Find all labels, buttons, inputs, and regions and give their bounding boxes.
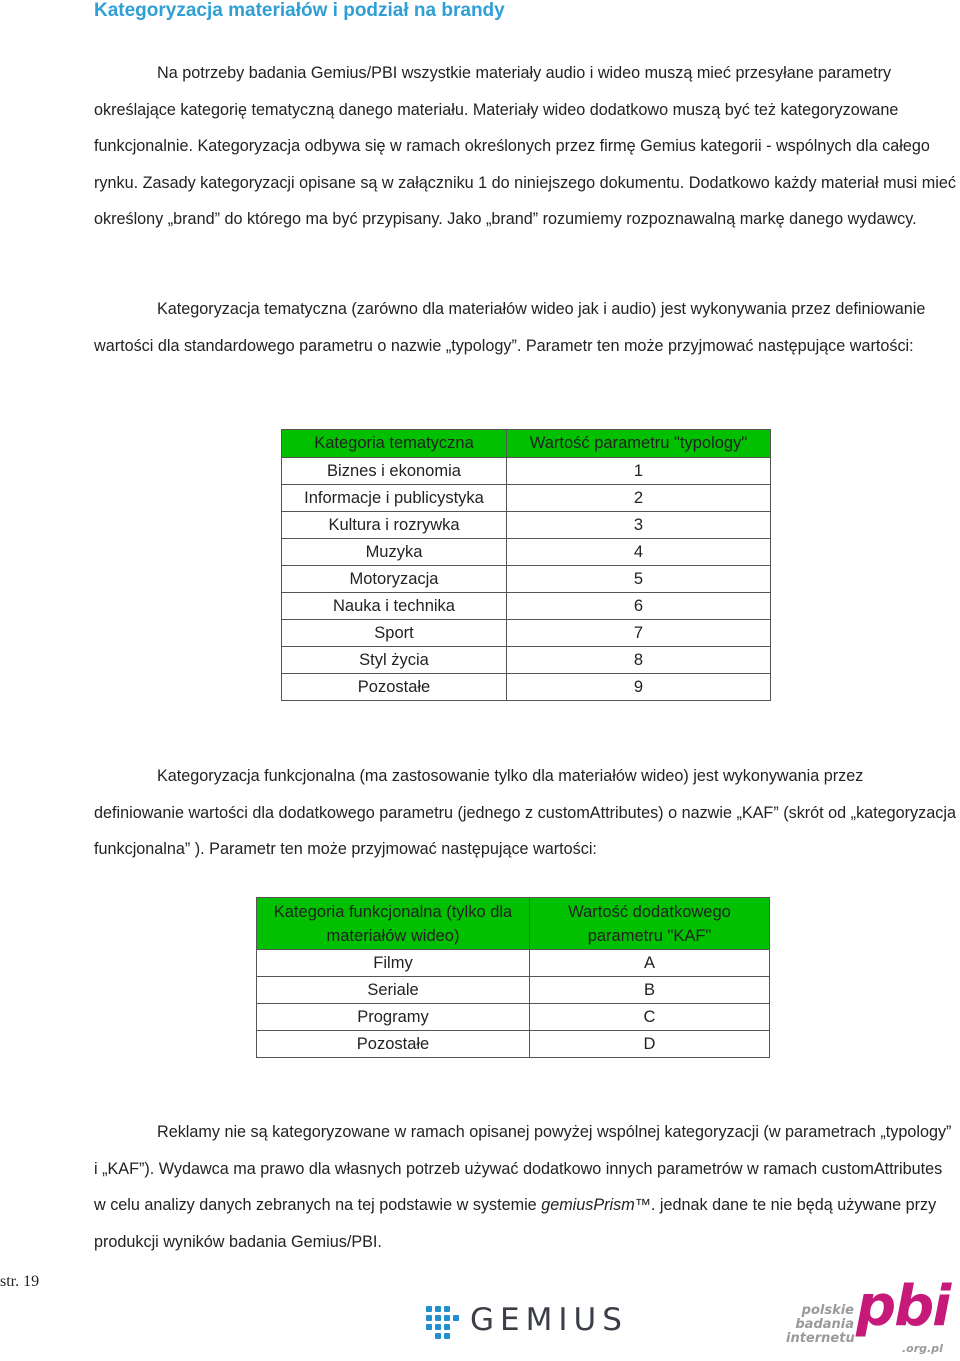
table-cell: Kultura i rozrywka <box>282 512 507 539</box>
pbi-logo <box>782 1274 957 1358</box>
table-cell: C <box>530 1004 770 1031</box>
table-cell: 2 <box>507 485 771 512</box>
table-row <box>257 977 770 1004</box>
table-row <box>282 458 771 485</box>
table-cell: A <box>530 950 770 977</box>
pbi-logo-line1: polskie <box>801 1303 854 1318</box>
table-row <box>282 674 771 701</box>
gemius-logo-text: GEMIUS <box>470 1302 628 1338</box>
table-cell: 6 <box>507 593 771 620</box>
table-cell: Motoryzacja <box>282 566 507 593</box>
table-cell: Programy <box>257 1004 530 1031</box>
table-header-cell: Kategoria funkcjonalna (tylko dla materiałów wideo) <box>257 898 530 950</box>
ads-paragraph-end: . jednak dane te nie będą używane przy produkcji wyników badania Gemius/PBI. <box>94 1196 937 1251</box>
typology-paragraph-text: Kategoryzacja tematyczna (zarówno dla materiałów wideo jak i audio) jest wykonywania przez definiowanie wartości dla standardowego parametru o nazwie „typology”. Parametr ten może przyjmować następujące wartości: <box>94 300 926 355</box>
table-row <box>282 620 771 647</box>
table-row <box>282 593 771 620</box>
typology-table <box>281 429 771 701</box>
table-row <box>257 950 770 977</box>
table-cell: Muzyka <box>282 539 507 566</box>
table-cell: Pozostałe <box>282 674 507 701</box>
pbi-logo-mark: pbi <box>856 1274 950 1339</box>
table-cell: 4 <box>507 539 771 566</box>
kaf-paragraph <box>94 758 956 868</box>
kaf-paragraph-text: Kategoryzacja funkcjonalna (ma zastosowanie tylko dla materiałów wideo) jest wykonywania przez definiowanie wartości dla dodatkowego parametru (jednego z customAttributes) o nazwie „KAF” (skrót od „kategoryzacja funkcjonalna” ). Parametr ten może przyjmować następujące wartości: <box>94 767 956 858</box>
table-cell: Styl życia <box>282 647 507 674</box>
page-number: str. 19 <box>0 1273 40 1290</box>
kaf-table <box>256 897 770 1058</box>
table-cell: 1 <box>507 458 771 485</box>
intro-paragraph-text: Na potrzeby badania Gemius/PBI wszystkie materiały audio i wideo muszą mieć przesyłane parametry określające kategorię tematyczną danego materiału. Materiały wideo dodatkowo muszą być też kategoryzowane funkcjonalnie. Kategoryzacja odbywa się w ramach określonych przez firmę Gemius kategorii - wspólnych dla całego rynku. Zasady kategoryzacji opisane są w załączniku 1 do niniejszego dokumentu. Dodatkowo każdy materiał musi mieć określony „brand” do którego ma być przypisany. Jako „brand” rozumiemy rozpoznawalną markę danego wydawcy. <box>94 64 956 228</box>
table-header-row <box>282 430 771 458</box>
table-header-row <box>257 898 770 950</box>
table-cell: 9 <box>507 674 771 701</box>
table-cell: 3 <box>507 512 771 539</box>
table-row <box>282 512 771 539</box>
table-row <box>282 566 771 593</box>
table-header-cell: Wartość dodatkowego parametru "KAF" <box>530 898 770 950</box>
table-cell: Biznes i ekonomia <box>282 458 507 485</box>
table-cell: Informacje i publicystyka <box>282 485 507 512</box>
typology-paragraph <box>94 291 956 364</box>
pbi-logo-line3: internetu <box>786 1331 855 1346</box>
table-cell: Sport <box>282 620 507 647</box>
table-header-cell: Wartość parametru "typology" <box>507 430 771 458</box>
table-cell: Pozostałe <box>257 1031 530 1058</box>
table-cell: 7 <box>507 620 771 647</box>
table-row <box>282 539 771 566</box>
ads-paragraph <box>94 1114 956 1260</box>
table-row <box>257 1004 770 1031</box>
table-cell: Filmy <box>257 950 530 977</box>
intro-paragraph <box>94 55 956 238</box>
table-cell: 5 <box>507 566 771 593</box>
table-row <box>282 647 771 674</box>
table-row <box>257 1031 770 1058</box>
table-cell: Nauka i technika <box>282 593 507 620</box>
pbi-logo-domain: .org.pl <box>902 1342 943 1355</box>
table-cell: D <box>530 1031 770 1058</box>
ads-paragraph-text: Reklamy nie są kategoryzowane w ramach opisanej powyżej wspólnej kategoryzacji (w parametrach „typology” i „KAF”). Wydawca ma prawo dla własnych potrzeb używać dodatkowo innych parametrów w ramach customAttributes w celu analizy danych zebranych na tej podstawie w systemie <box>94 1123 952 1214</box>
table-header-cell: Kategoria tematyczna <box>282 430 507 458</box>
table-cell: Seriale <box>257 977 530 1004</box>
table-row <box>282 485 771 512</box>
table-cell: B <box>530 977 770 1004</box>
section-heading: Kategoryzacja materiałów i podział na brandy <box>94 0 505 21</box>
gemius-logo <box>426 1300 706 1342</box>
gemius-prism-term: gemiusPrism™ <box>541 1196 651 1214</box>
table-cell: 8 <box>507 647 771 674</box>
pbi-logo-line2: badania <box>795 1317 854 1332</box>
